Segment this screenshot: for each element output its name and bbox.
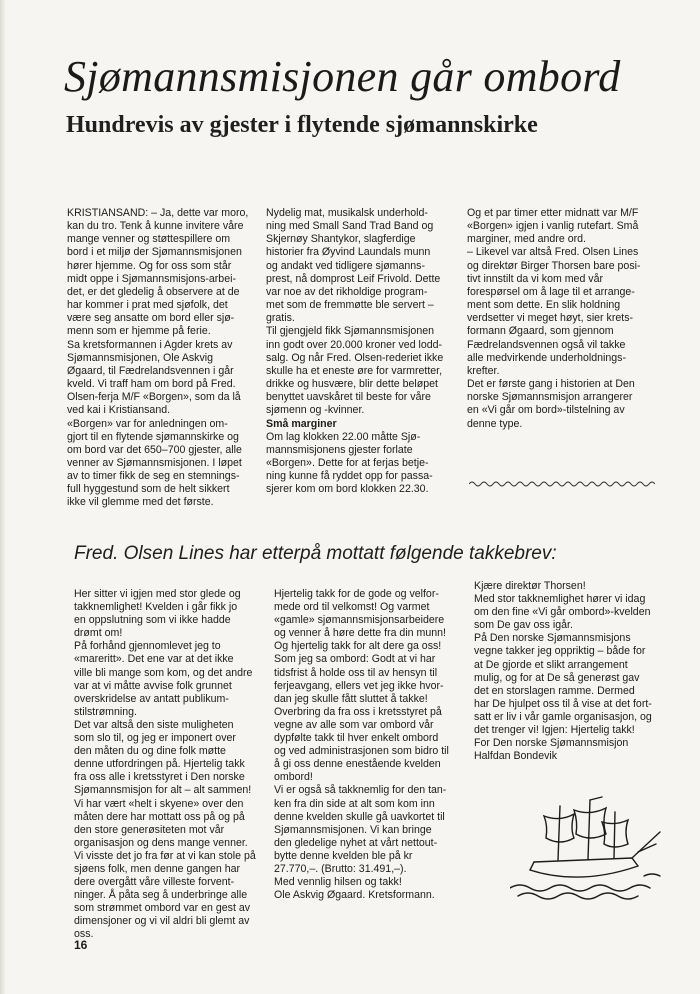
letter-column-2	[274, 588, 470, 902]
article-text: KRISTIANSAND: – Ja, dette var moro, kan du tro. Tenk å kunne invitere våre mange venner og støttespillere om bord i et miljø der Sjømannsmisjonen hører hjemme. Og for oss som står midt oppe i Sjømannsmisjons-arbei- det, er det gledelig å observere at de har kommer i prat med sjøfolk, det være seg ansatte om bord eller sjø- menn som er hjemme på ferie. Sa kretsformannen i Agder krets av Sjømannsmisjonen, Ole Askvig Øgaard, til Fædrelandsvennen i går kveld. Vi traff ham om bord på Fred. Olsen-ferja M/F «Borgen», som da lå ved kai i Kristiansand. «Borgen» var for anledningen om- gjort til en flytende sjømannskirke og om bord var det 650–700 gjester, alle venner av Sjømannsmisjonen. I løpet av to timer fikk de seg en stemnings- full hyggestund som de helt sikkert ikke vil glemme med det første.	[67, 207, 249, 509]
wavy-divider-icon	[469, 479, 655, 489]
page-number: 16	[74, 938, 88, 952]
article-column-2	[266, 207, 460, 496]
letter-heading: Fred. Olsen Lines har etterpå mottatt følgende takkebrev:	[74, 543, 557, 564]
letter-text: Her sitter vi igjen med stor glede og takknemlighet! Kvelden i går fikk jo en oppslutning som vi ikke hadde drømt om! På forhånd gjennomlevet jeg to «mareritt». Det ene var at det ikke ville bli mange som kom, og det andre var at vi måtte avvise folk grunnet overskridelse av antatt publikum- stilstrømning. Det var altså den siste muligheten som slo til, og jeg er imponert over den måten du og dine folk møtte denne utfordringen på. Hjertelig takk fra oss alle i kretsstyret i Den norske Sjømannsmisjon for alt – alt sammen! Vi har vært «helt i skyene» over den måten dere har mottatt oss på og på den store generøsiteten mot vår organisasjon og dens mange venner. Vi visste det jo fra før at vi kan stole på sjøens folk, men denne gangen har dere overgått våre villeste forvent- ninger. Å påta seg å underbringe alle som strømmet ombord var en gest av dimensjoner og vi vil aldri bli glemt av oss.	[74, 588, 256, 941]
letter-text: Hjertelig takk for de gode og velfor- mede ord til velkomst! Og varmet «gamle» sjømannsmisjonsarbeidere og venner å høre dette fra din munn! Og hjertelig takk for alt dere ga oss! Som jeg sa ombord: Godt at vi har tidsfrist å holde oss til av hensyn til ferjeavgang, ellers vet jeg ikke hvor- dan jeg skulle fått sluttet å takke! Overbring da fra oss i kretsstyret på vegne av alle som var ombord vår dypfølte takk til hver enkelt ombord og ved administrasjonen som bidro til å gi oss denne enestående kvelden ombord! Vi er også så takknemlig for den tan- ken fra din side at alt som kom inn denne kvelden skulle gå uavkortet til Sjømannsmisjonen. Vi kan bringe den gledelige nyhet at vårt nettout- bytte denne kvelden ble på kr 27.770,–. (Brutto: 31.491,–). Med vennlig hilsen og takk! Ole Askvig Øgaard. Kretsformann.	[274, 588, 449, 902]
section-subheading: Små marginer	[266, 417, 337, 430]
article-text: Nydelig mat, musikalsk underhold- ning med Small Sand Trad Band og Skjernøy Shantykor, slagferdige historier fra Øyvind Laundals munn og andakt ved tidligere sjømanns- prest, nå domprost Leif Frivold. Dette var noe av det rikholdige program- met som de fremmøtte ble servert – gratis. Til gjengjeld fikk Sjømannsmisjonen inn godt over 20.000 kroner ved lodd- salg. Og når Fred. Olsen-rederiet ikke skulle ha et eneste øre for varmretter, drikke og husvære, blir dette beløpet benyttet uavskåret til beste for våre sjømenn og -kvinner.	[266, 207, 444, 417]
subheadline: Hundrevis av gjester i flytende sjømannskirke	[66, 112, 538, 138]
letter-column-1	[74, 588, 266, 942]
headline: Sjømannsmisjonen går ombord	[64, 52, 621, 101]
sailing-ship-icon	[510, 792, 670, 902]
article-text: Og et par timer etter midnatt var M/F «Borgen» igjen i vanlig rutefart. Små marginer, med andre ord. – Likevel var altså Fred. Olsen Lines og direktør Birger Thorsen bare posi- tivt innstilt da vi kom med vår forespørsel om å lage til et arrange- ment som dette. En slik holdning verdsetter vi meget høyt, sier krets- formann Øgaard, som gjennom Fædrelandsvennen også vil takke alle medvirkende underholdnings- krefter. Det er første gang i historien at Den norske Sjømannsmisjon arrangerer en «Vi går om bord»-tilstelning av denne type.	[467, 207, 641, 430]
article-text: Om lag klokken 22.00 måtte Sjø- mannsmisjonens gjester forlate «Borgen». Dette for at ferjas betje- ning kunne få ryddet opp for passa- sjerer kom om bord klokken 22.30.	[266, 430, 433, 496]
letter-column-3	[474, 580, 670, 763]
page-edge	[0, 0, 6, 994]
article-column-3	[467, 207, 663, 431]
article-column-1	[67, 207, 259, 510]
letter-text: Kjære direktør Thorsen! Med stor takknemlighet hører vi idag om den fine «Vi går ombord»-kvelden som De gav oss igår. På Den norske Sjømannsmisjons vegne takker jeg oppriktig – både for at De gjorde et slikt arrangement mulig, og for at De så generøst gav det en storslagen ramme. Dermed har De hjulpet oss til å vise at det fort- satt er liv i vår gamle organisasjon, og det trenger vi! Igjen: Hjertelig takk! For Den norske Sjømannsmisjon Halfdan Bondevik	[474, 580, 652, 763]
